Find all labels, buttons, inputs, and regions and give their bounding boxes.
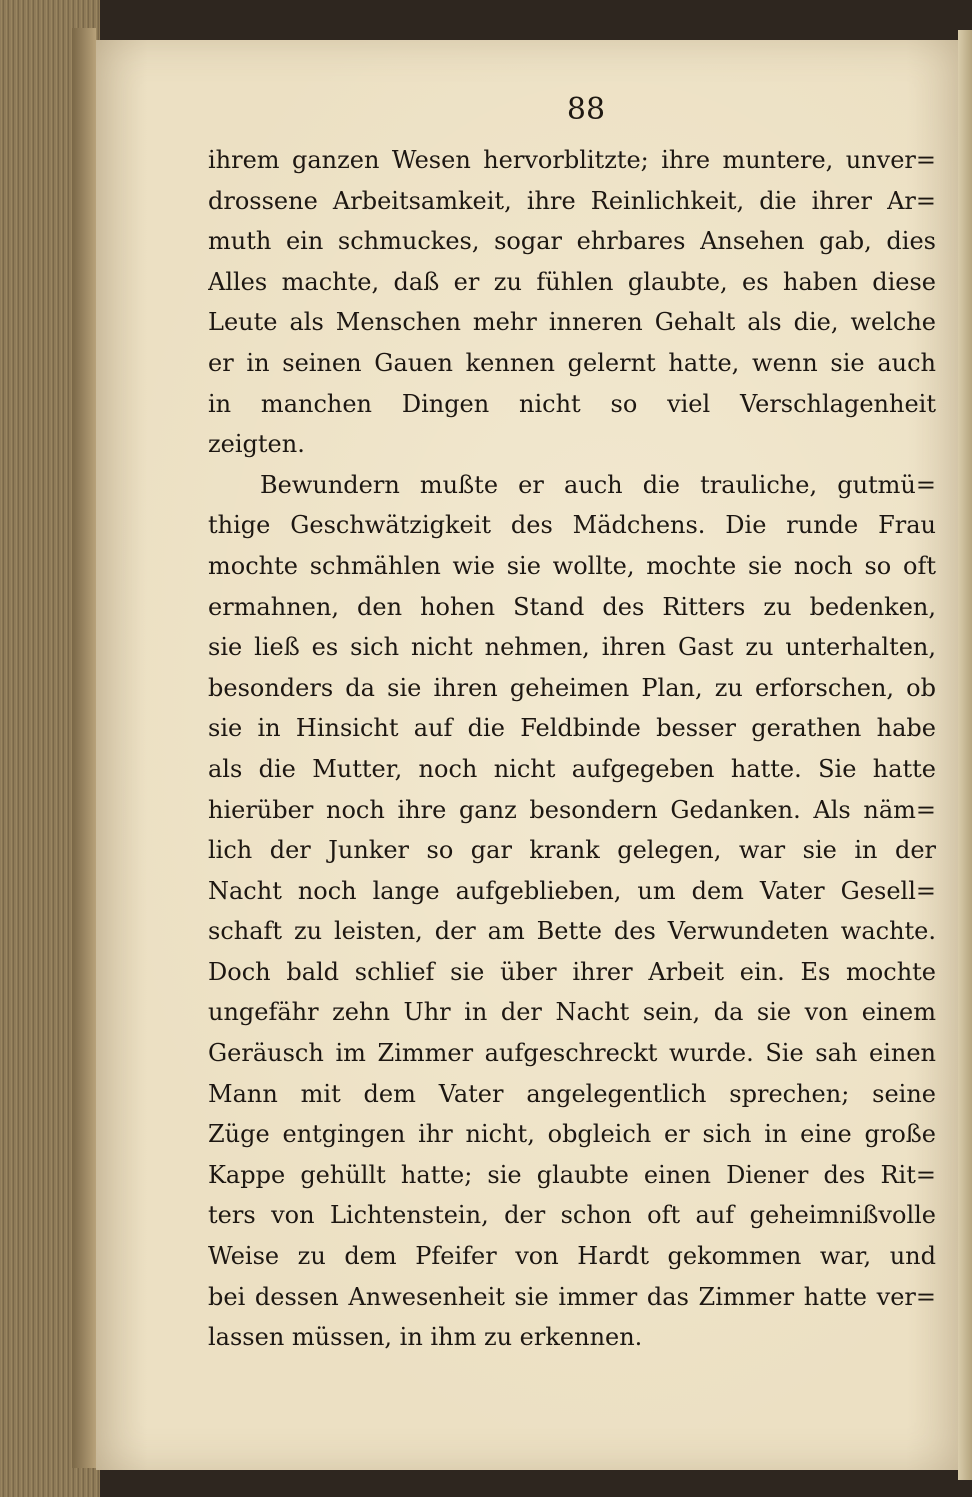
text-line: ungefähr zehn Uhr in der Nacht sein, da sie von einem: [208, 998, 936, 1027]
text-line: Doch bald schlief sie über ihrer Arbeit ein. Es mochte: [208, 957, 936, 986]
text-line: mochte schmählen wie sie wollte, mochte sie noch so oft: [208, 551, 936, 580]
text-line: besonders da sie ihren geheimen Plan, zu erforschen, ob: [208, 673, 936, 702]
text-line: Nacht noch lange aufgeblieben, um dem Vater Gesell=: [208, 876, 936, 905]
text-line: sie in Hinsicht auf die Feldbinde besser gerathen habe: [208, 714, 936, 743]
text-line: Bewundern mußte er auch die trauliche, gutmü=: [260, 470, 936, 499]
page-number: 88: [566, 92, 606, 127]
text-line: ermahnen, den hohen Stand des Ritters zu bedenken,: [208, 592, 936, 621]
text-line: Kappe gehüllt hatte; sie glaubte einen Diener des Rit=: [208, 1160, 936, 1189]
body-text: [208, 140, 936, 1358]
text-line: lich der Junker so gar krank gelegen, war sie in der: [208, 836, 936, 865]
text-line: bei dessen Anwesenheit sie immer das Zimmer hatte ver=: [208, 1282, 936, 1311]
text-line: Alles machte, daß er zu fühlen glaubte, es haben diese: [208, 267, 936, 296]
text-line: zeigten.: [208, 430, 305, 459]
text-line: schaft zu leisten, der am Bette des Verwundeten wachte.: [208, 917, 936, 946]
text-line: Weise zu dem Pfeifer von Hardt gekommen war, und: [208, 1242, 936, 1271]
text-line: sie ließ es sich nicht nehmen, ihren Gast zu unterhalten,: [208, 633, 936, 662]
text-line: er in seinen Gauen kennen gelernt hatte, wenn sie auch: [208, 348, 936, 377]
text-line: Geräusch im Zimmer aufgeschreckt wurde. Sie sah einen: [208, 1039, 936, 1068]
text-line: lassen müssen, in ihm zu erkennen.: [208, 1323, 643, 1352]
text-line: hierüber noch ihre ganz besondern Gedanken. Als näm=: [208, 795, 936, 824]
text-line: in manchen Dingen nicht so viel Verschlagenheit: [208, 389, 936, 418]
text-line: ters von Lichtenstein, der schon oft auf geheimnißvolle: [208, 1201, 936, 1230]
text-line: drossene Arbeitsamkeit, ihre Reinlichkeit, die ihrer Ar=: [208, 186, 936, 215]
text-line: Leute als Menschen mehr inneren Gehalt als die, welche: [208, 308, 936, 337]
text-line: Züge entgingen ihr nicht, obgleich er sich in eine große: [208, 1120, 936, 1149]
text-line: Mann mit dem Vater angelegentlich sprechen; seine: [208, 1079, 936, 1108]
page-right-edge: [958, 30, 972, 1480]
text-line: als die Mutter, noch nicht aufgegeben hatte. Sie hatte: [208, 754, 936, 783]
binding-shadow: [72, 28, 96, 1468]
text-line: muth ein schmuckes, sogar ehrbares Ansehen gab, dies: [208, 227, 936, 256]
text-line: ihrem ganzen Wesen hervorblitzte; ihre muntere, unver=: [208, 146, 936, 174]
text-line: thige Geschwätzigkeit des Mädchens. Die runde Frau: [208, 511, 936, 540]
